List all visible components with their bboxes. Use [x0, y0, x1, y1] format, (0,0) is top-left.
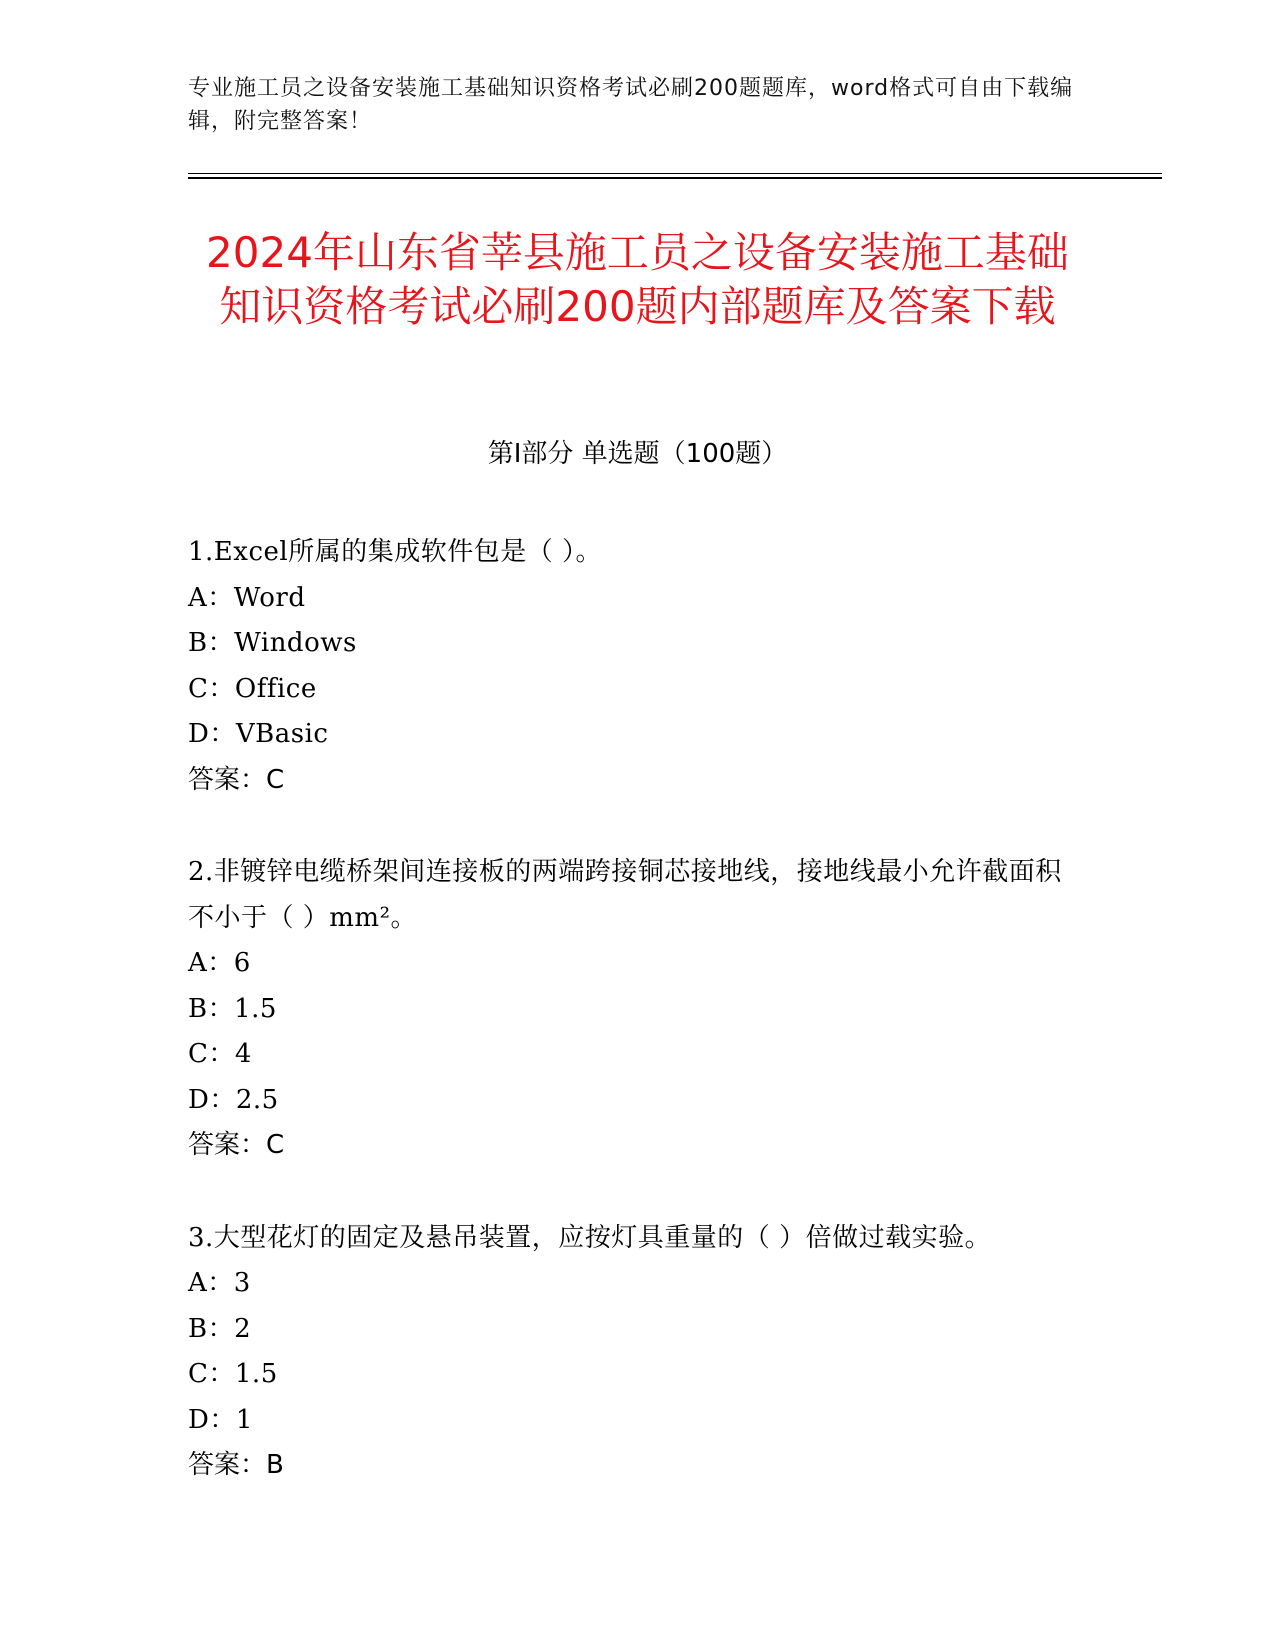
- question-item: [188, 850, 1088, 1169]
- document-title: 2024年山东省莘县施工员之设备安装施工基础知识资格考试必刷200题内部题库及答案下载: [206, 228, 1069, 331]
- question-stem: 3.大型花灯的固定及悬吊装置，应按灯具重量的（ ）倍做过载实验。: [188, 1222, 992, 1253]
- answer-line: 答案：B: [188, 1450, 284, 1480]
- question-stem: 2.非镀锌电缆桥架间连接板的两端跨接铜芯接地线，接地线最小允许截面积不小于（ ）mm²。: [188, 857, 1062, 933]
- question-item: [188, 1216, 1088, 1489]
- option-d: D：2.5: [188, 1084, 279, 1115]
- question-stem: 1.Excel所属的集成软件包是（ ）。: [188, 537, 602, 567]
- header-divider-bottom: [188, 177, 1162, 179]
- option-c: C：4: [188, 1039, 252, 1069]
- option-c: C：1.5: [188, 1359, 278, 1389]
- header-divider-top: [188, 173, 1162, 174]
- option-a: A：3: [188, 1268, 251, 1298]
- header-note: 专业施工员之设备安装施工基础知识资格考试必刷200题题库，word格式可自由下载编辑，附完整答案！: [188, 76, 1074, 134]
- answer-line: 答案：C: [188, 764, 285, 795]
- option-a: A：Word: [188, 582, 306, 613]
- option-d: D：VBasic: [188, 719, 329, 749]
- option-c: C：Office: [188, 673, 317, 704]
- option-b: B：2: [188, 1313, 252, 1344]
- option-a: A：6: [188, 948, 251, 978]
- option-d: D：1: [188, 1404, 253, 1435]
- answer-line: 答案：C: [188, 1130, 285, 1160]
- option-b: B：Windows: [188, 628, 357, 658]
- question-list: [188, 530, 1088, 1536]
- section-heading: 第Ⅰ部分 单选题（100题）: [487, 439, 788, 469]
- option-b: B：1.5: [188, 993, 277, 1024]
- question-item: [188, 530, 1088, 803]
